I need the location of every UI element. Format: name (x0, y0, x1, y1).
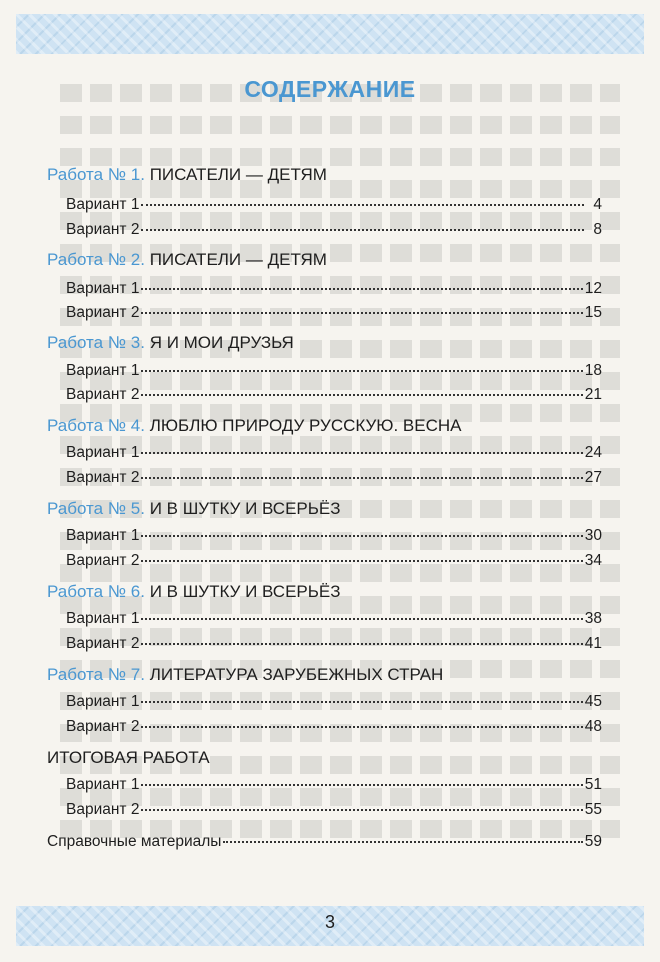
entry-page: 12 (584, 280, 602, 297)
entry-label: Вариант 1 (66, 362, 140, 379)
toc-entry[interactable] (66, 362, 602, 380)
toc-entry[interactable] (66, 527, 602, 545)
entry-label: Справочные материалы (47, 833, 222, 850)
section-heading-5 (47, 499, 341, 519)
section-heading-2 (47, 250, 327, 270)
entry-label: Вариант 1 (66, 693, 140, 710)
toc-entry[interactable] (66, 469, 602, 487)
dot-leader (141, 287, 582, 290)
entry-page: 4 (593, 196, 602, 213)
toc-entry[interactable] (66, 196, 602, 214)
entry-label: Вариант 2 (66, 635, 140, 652)
section-number: Работа № 6. (47, 582, 145, 601)
section-name: ПИСАТЕЛИ — ДЕТЯМ (149, 165, 327, 184)
section-name: И В ШУТКУ И ВСЕРЬЁЗ (149, 499, 341, 518)
page-title: СОДЕРЖАНИЕ (244, 76, 416, 102)
toc-entry[interactable] (66, 718, 602, 736)
toc-entry[interactable] (66, 280, 602, 298)
section-heading-3 (47, 333, 294, 353)
dot-leader (141, 311, 582, 314)
entry-page: 24 (584, 444, 602, 461)
section-number: Работа № 1. (47, 165, 145, 184)
toc-entry[interactable] (66, 221, 602, 239)
toc-entry[interactable] (66, 693, 602, 711)
dot-leader (141, 228, 584, 231)
dot-leader (141, 783, 582, 786)
section-name: И В ШУТКУ И ВСЕРЬЁЗ (149, 582, 341, 601)
dot-leader (141, 203, 584, 206)
toc-entry[interactable] (66, 776, 602, 794)
entry-page: 15 (584, 304, 602, 321)
section-heading-6 (47, 582, 341, 602)
section-name: ЛЮБЛЮ ПРИРОДУ РУССКУЮ. ВЕСНА (149, 416, 462, 435)
toc-entry[interactable] (66, 304, 602, 322)
entry-page: 27 (584, 469, 602, 486)
dot-leader (141, 369, 582, 372)
toc-entry[interactable] (66, 635, 602, 653)
toc-entry[interactable] (66, 610, 602, 628)
dot-leader (223, 840, 582, 843)
dot-leader (141, 451, 582, 454)
entry-page: 30 (584, 527, 602, 544)
entry-label: Вариант 1 (66, 444, 140, 461)
entry-page: 38 (584, 610, 602, 627)
entry-page: 55 (584, 801, 602, 818)
section-heading-4 (47, 416, 461, 436)
section-number: Работа № 2. (47, 250, 145, 269)
section-name: ПИСАТЕЛИ — ДЕТЯМ (149, 250, 327, 269)
entry-page: 21 (584, 386, 602, 403)
section-name: ИТОГОВАЯ РАБОТА (47, 748, 210, 767)
entry-page: 41 (584, 635, 602, 652)
section-heading-7 (47, 665, 443, 685)
entry-label: Вариант 2 (66, 801, 140, 818)
dot-leader (141, 617, 582, 620)
entry-label: Вариант 1 (66, 776, 140, 793)
entry-label: Вариант 2 (66, 221, 140, 238)
section-number: Работа № 5. (47, 499, 145, 518)
dot-leader (141, 559, 582, 562)
section-number: Работа № 4. (47, 416, 145, 435)
toc-entry[interactable] (66, 444, 602, 462)
entry-label: Вариант 2 (66, 718, 140, 735)
entry-page: 34 (584, 552, 602, 569)
dot-leader (141, 476, 582, 479)
entry-page: 59 (584, 833, 602, 850)
dot-leader (141, 393, 582, 396)
entry-label: Вариант 2 (66, 386, 140, 403)
dot-leader (141, 642, 582, 645)
entry-label: Вариант 1 (66, 610, 140, 627)
entry-label: Вариант 2 (66, 469, 140, 486)
dot-leader (141, 808, 582, 811)
entry-page: 18 (584, 362, 602, 379)
decorative-top-band (16, 14, 644, 54)
toc-entry-reference[interactable] (47, 833, 602, 851)
entry-label: Вариант 1 (66, 527, 140, 544)
dot-leader (141, 725, 582, 728)
section-number: Работа № 7. (47, 665, 145, 684)
dot-leader (141, 700, 582, 703)
section-heading-1 (47, 165, 327, 185)
entry-label: Вариант 1 (66, 196, 140, 213)
toc-entry[interactable] (66, 801, 602, 819)
section-number: Работа № 3. (47, 333, 145, 352)
toc-entry[interactable] (66, 552, 602, 570)
toc-entry[interactable] (66, 386, 602, 404)
dot-leader (141, 534, 582, 537)
section-name: ЛИТЕРАТУРА ЗАРУБЕЖНЫХ СТРАН (149, 665, 444, 684)
entry-page: 48 (584, 718, 602, 735)
section-name: Я И МОИ ДРУЗЬЯ (149, 333, 294, 352)
entry-label: Вариант 1 (66, 280, 140, 297)
entry-label: Вариант 2 (66, 304, 140, 321)
entry-page: 51 (584, 776, 602, 793)
entry-page: 45 (584, 693, 602, 710)
section-heading-final (47, 748, 210, 768)
entry-page: 8 (593, 221, 602, 238)
page-number: 3 (324, 912, 335, 932)
entry-label: Вариант 2 (66, 552, 140, 569)
